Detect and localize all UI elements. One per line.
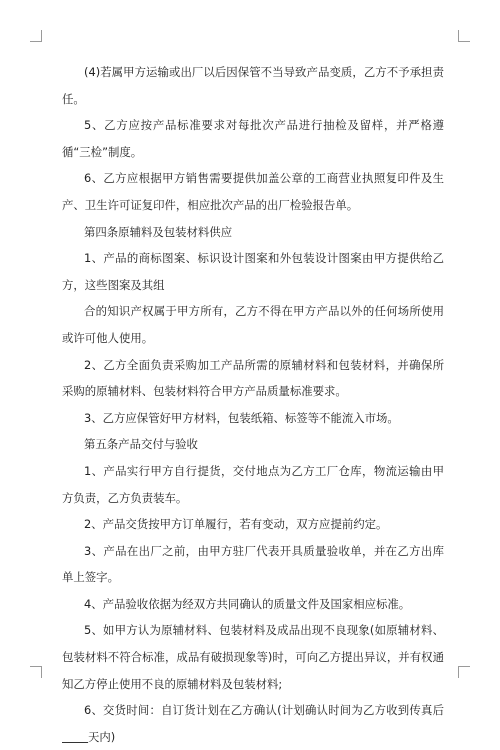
paragraph-art5-clause-2: 2、产品交货按甲方订单履行，若有变动，双方应提前约定。: [84, 517, 388, 532]
paragraph-art4-clause-3: 3、乙方应保管好甲方材料，包装纸箱、标签等不能流入市场。: [84, 410, 399, 425]
section-heading-article-5: 第五条产品交付与验收: [84, 437, 198, 452]
crop-mark-top-right: [458, 30, 470, 42]
paragraph-art5-clause-3: 3、产品在出厂之前，由甲方驻厂代表开具质量验收单，并在乙方出库单上签字。: [62, 543, 444, 585]
paragraph-art5-clause-4: 4、产品验收依据为经双方共同确认的质量文件及国家相应标准。: [84, 596, 411, 611]
delivery-time-suffix: 天内): [88, 729, 116, 744]
paragraph-art4-clause-1-continued: 合的知识产权属于甲方所有，乙方不得在甲方产品以外的任何场所使用或许可他人使用。: [62, 304, 444, 345]
paragraph-item-4: (4)若属甲方运输或出厂以后因保管不当导致产品变质，乙方不予承担责任。: [62, 65, 444, 106]
paragraph-art5-clause-5: 5、如甲方认为原辅材料、包装材料及成品出现不良现象(如原辅材料、包装材料不符合标准，成品有破损现象等)时，可向乙方提出异议，并有权通知乙方停止使用不良的原辅材料及包装材料;: [62, 623, 444, 691]
crop-mark-bottom-right: [458, 666, 470, 678]
paragraph-art4-clause-2: 2、乙方全面负责采购加工产品所需的原辅材料和包装材料，并确保所采购的原辅材料、包装材料符合甲方产品质量标准要求。: [62, 357, 444, 399]
section-heading-article-4: 第四条原辅料及包装材料供应: [84, 224, 233, 239]
fill-in-blank: [62, 730, 88, 743]
document-body: [62, 59, 444, 750]
paragraph-art4-clause-1: 1、产品的商标图案、标识设计图案和外包装设计图案由甲方提供给乙方，这些图案及其组: [62, 251, 444, 292]
paragraph-clause-5-sampling: 5、乙方应按产品标准要求对每批次产品进行抽检及留样，并严格遵循“三检”制度。: [62, 118, 444, 159]
crop-mark-bottom-left: [30, 666, 42, 678]
paragraph-art5-clause-6: [62, 697, 444, 750]
paragraph-art5-clause-1: 1、产品实行甲方自行提货，交付地点为乙方工厂仓库，物流运输由甲方负责，乙方负责装车。: [62, 463, 444, 505]
delivery-time-text: 6、交货时间：自订货计划在乙方确认(计划确认时间为乙方收到传真后: [84, 703, 444, 718]
paragraph-clause-6-licenses: 6、乙方应根据甲方销售需要提供加盖公章的工商营业执照复印件及生产、卫生许可证复印件，相应批次产品的出厂检验报告单。: [62, 171, 444, 212]
crop-mark-top-left: [30, 30, 42, 42]
